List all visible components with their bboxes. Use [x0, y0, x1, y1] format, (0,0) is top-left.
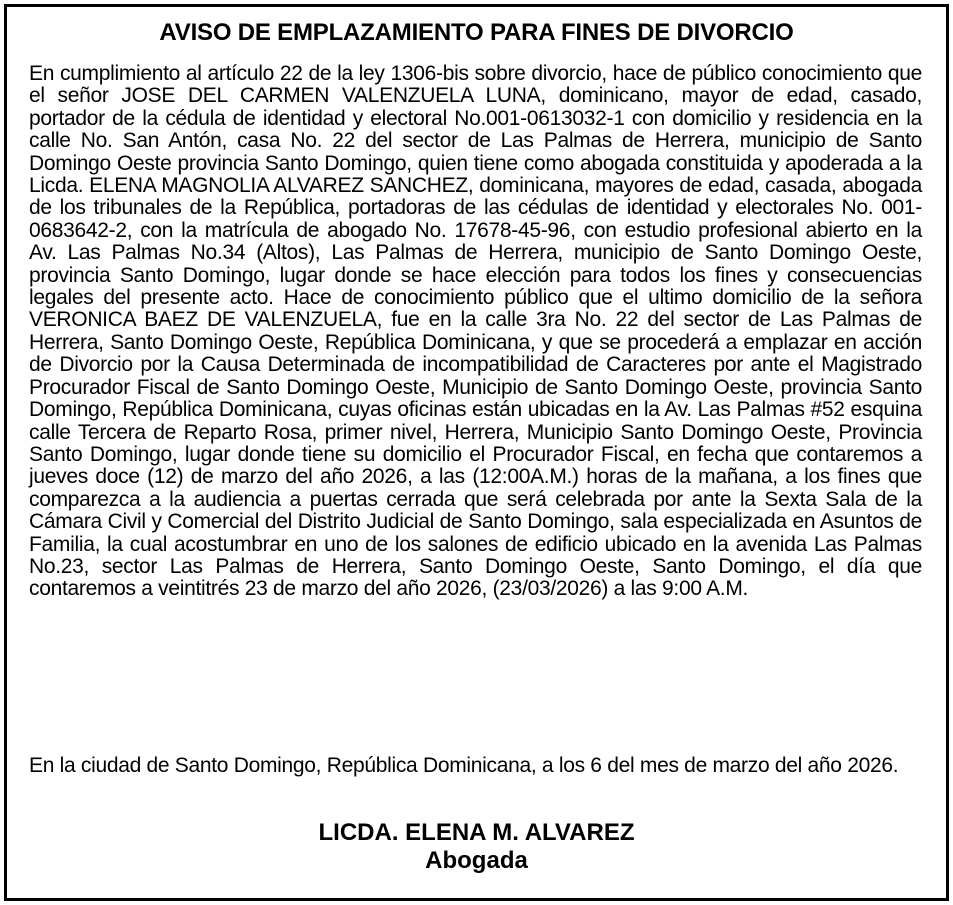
- signature-name: LICDA. ELENA M. ALVAREZ: [318, 819, 635, 846]
- notice-closing: En la ciudad de Santo Domingo, República Dominicana, a los 6 del mes de marzo del año 2026.: [29, 754, 899, 777]
- notice-title: AVISO DE EMPLAZAMIENTO PARA FINES DE DIVORCIO: [159, 19, 794, 46]
- signature-block: [7, 819, 946, 875]
- notice-body: En cumplimiento al artículo 22 de la ley 1306-bis sobre divorcio, hace de público conocimiento que el señor JOSE DEL CARMEN VALENZUELA LUNA, dominicano, mayor de edad, casado, portador de la cédula de identidad y electoral No.001-0613032-1 con domicilio y residencia en la calle No. San Antón, casa No. 22 del sector de Las Palmas de Herrera, municipio de Santo Domingo Oeste provincia Santo Domingo, quien tiene como abogada constituida y apoderada a la Licda. ELENA MAGNOLIA ALVAREZ SANCHEZ, dominicana, mayores de edad, casada, abogada de los tribunales de la República, portadoras de las cédulas de identidad y electorales No. 001-0683642-2, con la matrícula de abogado No. 17678-45-96, con estudio profesional abierto en la Av. Las Palmas No.34 (Altos), Las Palmas de Herrera, municipio de Santo Domingo Oeste, provincia Santo Domingo, lugar donde se hace elección para todos los fines y consecuencias legales del presente acto. Hace de conocimiento público que el ultimo domicilio de la señora VERONICA BAEZ DE VALENZUELA, fue en la calle 3ra No. 22 del sector de Las Palmas de Herrera, Santo Domingo Oeste, República Dominicana, y que se procederá a emplazar en acción de Divorcio por la Causa Determinada de incompatibilidad de Caracteres por ante el Magistrado Procurador Fiscal de Santo Domingo Oeste, Municipio de Santo Domingo Oeste, provincia Santo Domingo, República Dominicana, cuyas oficinas están ubicadas en la Av. Las Palmas #52 esquina calle Tercera de Reparto Rosa, primer nivel, Herrera, Municipio Santo Domingo Oeste, Provincia Santo Domingo, lugar donde tiene su domicilio el Procurador Fiscal, en fecha que contaremos a jueves doce (12) de marzo del año 2026, a las (12:00A.M.) horas de la mañana, a los fines que comparezca a la audiencia a puertas cerrada que será celebrada por ante la Sexta Sala de la Cámara Civil y Comercial del Distrito Judicial de Santo Domingo, sala especializada en Asuntos de Familia, la cual acostumbrar en uno de los salones de edificio ubicado en la avenida Las Palmas No.23, sector Las Palmas de Herrera, Santo Domingo Oeste, Santo Domingo, el día que contaremos a veintitrés 23 de marzo del año 2026, (23/03/2026) a las 9:00 A.M.: [29, 62, 922, 601]
- legal-notice: [4, 4, 949, 901]
- signature-role: Abogada: [425, 847, 528, 874]
